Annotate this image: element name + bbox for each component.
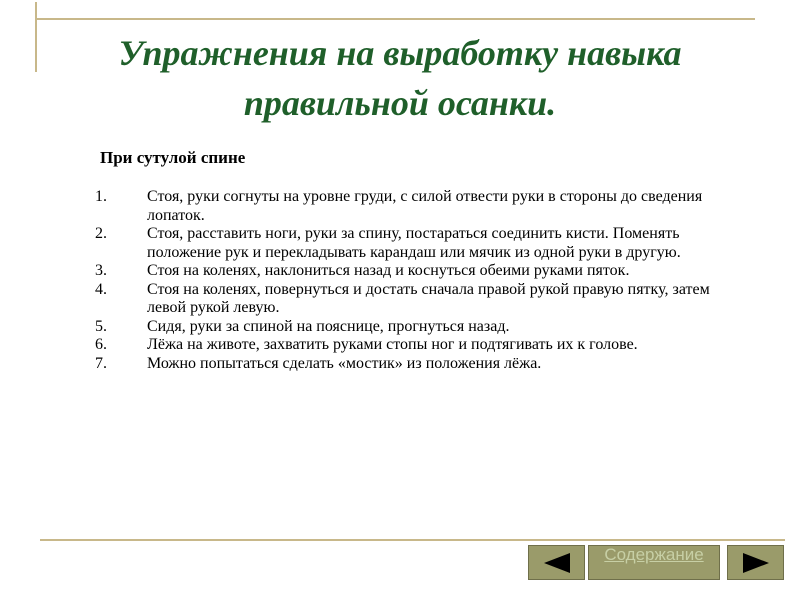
list-item-text: Можно попытаться сделать «мостик» из положения лёжа. xyxy=(147,354,542,372)
exercise-list xyxy=(95,188,715,373)
slide-title-line-1: Упражнения на выработку навыка xyxy=(118,33,682,73)
list-item-number: 5. xyxy=(95,317,107,335)
list-item-number: 4. xyxy=(95,280,107,298)
list-item-text: Стоя на коленях, наклониться назад и коснуться обеими руками пяток. xyxy=(147,262,630,279)
top-horizontal-rule xyxy=(35,18,755,20)
list-item-number: 7. xyxy=(95,354,107,372)
list-item-text: Сидя, руки за спиной на пояснице, прогнуться назад. xyxy=(147,317,510,335)
previous-slide-button[interactable] xyxy=(528,545,585,580)
bottom-horizontal-rule xyxy=(40,539,785,541)
list-item xyxy=(95,281,715,318)
list-item xyxy=(95,188,715,225)
slide-title-line-2: правильной осанки. xyxy=(243,83,557,123)
list-item xyxy=(95,318,715,337)
list-item-number: 2. xyxy=(95,225,107,242)
list-item-number: 1. xyxy=(95,188,107,205)
triangle-left-icon xyxy=(542,552,572,574)
list-item-text: Стоя на коленях, повернуться и достать сначала правой рукой правую пятку, затем левой рукой левую. xyxy=(147,280,710,316)
decorative-vertical-rule xyxy=(35,2,37,72)
list-item-text: Лёжа на животе, захватить руками стопы ног и подтягивать их к голове. xyxy=(147,336,638,353)
contents-link-button[interactable] xyxy=(588,545,720,580)
slide-title xyxy=(40,28,760,128)
section-subtitle: При сутулой спине xyxy=(100,148,246,167)
next-slide-button[interactable] xyxy=(727,545,784,580)
list-item xyxy=(95,336,715,355)
list-item xyxy=(95,355,715,374)
list-item xyxy=(95,225,715,262)
list-item-number: 6. xyxy=(95,336,107,353)
list-item-text: Стоя, руки согнуты на уровне груди, с силой отвести руки в стороны до сведения лопаток. xyxy=(147,188,703,224)
triangle-right-icon xyxy=(741,552,771,574)
contents-link-label[interactable]: Содержание xyxy=(604,545,704,564)
list-item-number: 3. xyxy=(95,262,107,279)
list-item xyxy=(95,262,715,281)
list-item-text: Стоя, расставить ноги, руки за спину, постараться соединить кисти. Поменять положение рук и перекладывать карандаш или мячик из одной руки в другую. xyxy=(147,225,681,261)
